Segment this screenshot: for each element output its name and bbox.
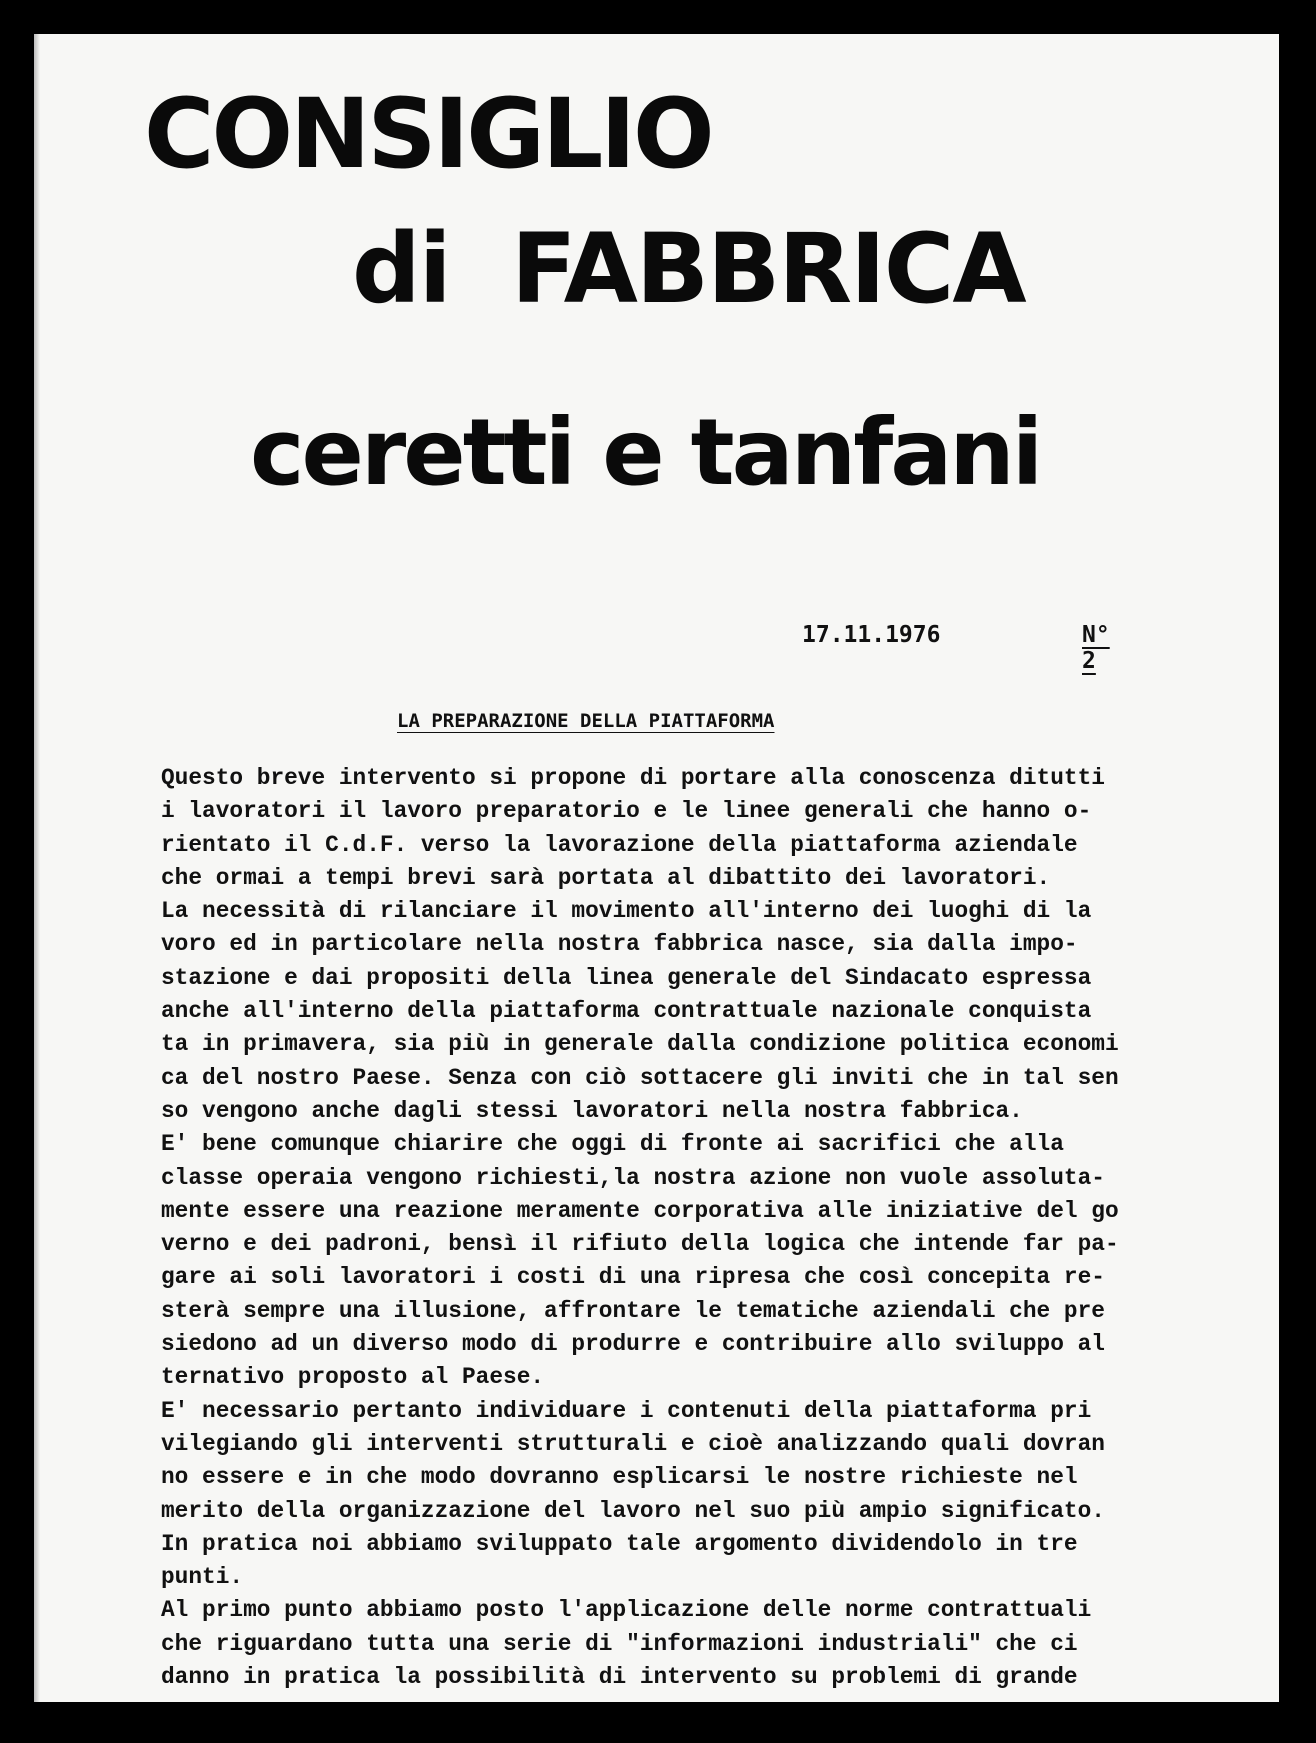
body-line: voro ed in particolare nella nostra fabbrica nasce, sia dalla impo- [161, 931, 1078, 958]
body-line: ternativo proposto al Paese. [161, 1364, 545, 1391]
body-line: no essere e in che modo dovranno esplicarsi le nostre richieste nel [161, 1464, 1078, 1491]
section-title: LA PREPARAZIONE DELLA PIATTAFORMA [397, 710, 775, 732]
body-line: verno e dei padroni, bensì il rifiuto della logica che intende far pa- [161, 1231, 1119, 1258]
body-line: sterà sempre una illusione, affrontare le tematiche aziendali che pre [161, 1297, 1105, 1324]
body-line: ta in primavera, sia più in generale dalla condizione politica economi [161, 1031, 1119, 1058]
body-line: La necessità di rilanciare il movimento all'interno dei luoghi di la [161, 898, 1092, 925]
body-line: mente essere una reazione meramente corporativa alle iniziative del go [161, 1197, 1119, 1224]
body-line: gare ai soli lavoratori i costi di una ripresa che così concepita re- [161, 1264, 1105, 1291]
body-line: rientato il C.d.F. verso la lavorazione della piattaforma aziendale [161, 831, 1078, 858]
body-line: siedono ad un diverso modo di produrre e contribuire allo sviluppo al [161, 1331, 1105, 1358]
body-line: danno in pratica la possibilità di intervento su problemi di grande [161, 1664, 1078, 1691]
masthead-title-line3: ceretti e tanfani [250, 399, 1041, 506]
document-page [34, 34, 1279, 1702]
masthead-title-line2: di FABBRICA [352, 213, 1025, 325]
body-line: vilegiando gli interventi strutturali e cioè analizzando quali dovran [161, 1430, 1105, 1457]
body-line: che riguardano tutta una serie di "informazioni industriali" che ci [161, 1630, 1078, 1657]
body-line: che ormai a tempi brevi sarà portata al dibattito dei lavoratori. [161, 864, 1051, 891]
body-line: i lavoratori il lavoro preparatorio e le linee generali che hanno o- [161, 798, 1092, 825]
masthead-title-line1: CONSIGLIO [144, 78, 712, 190]
body-line: punti. [161, 1564, 244, 1591]
body-line: ca del nostro Paese. Senza con ciò sottacere gli inviti che in tal sen [161, 1064, 1119, 1091]
body-line: Questo breve intervento si propone di portare alla conoscenza ditutti [161, 765, 1105, 791]
body-line: stazione e dai propositi della linea generale del Sindacato espressa [161, 964, 1092, 991]
body-line: anche all'interno della piattaforma contrattuale nazionale conquista [161, 998, 1092, 1025]
body-line: so vengono anche dagli stessi lavoratori nella nostra fabbrica. [161, 1097, 1023, 1124]
page-edge-shadow [34, 34, 40, 1702]
body-line: E' bene comunque chiarire che oggi di fronte ai sacrifici che alla [161, 1131, 1064, 1158]
body-line: E' necessario pertanto individuare i contenuti della piattaforma pri [161, 1397, 1092, 1424]
body-line: In pratica noi abbiamo sviluppato tale argomento dividendolo in tre [161, 1530, 1078, 1557]
issue-date: 17.11.1976 [802, 622, 941, 648]
article-body [161, 762, 1261, 1694]
body-line: merito della organizzazione del lavoro nel suo più ampio significato. [161, 1497, 1105, 1524]
body-line: classe operaia vengono richiesti,la nostra azione non vuole assoluta- [161, 1164, 1105, 1191]
body-line: Al primo punto abbiamo posto l'applicazione delle norme contrattuali [161, 1597, 1092, 1624]
issue-number: N° 2 [1082, 622, 1110, 674]
